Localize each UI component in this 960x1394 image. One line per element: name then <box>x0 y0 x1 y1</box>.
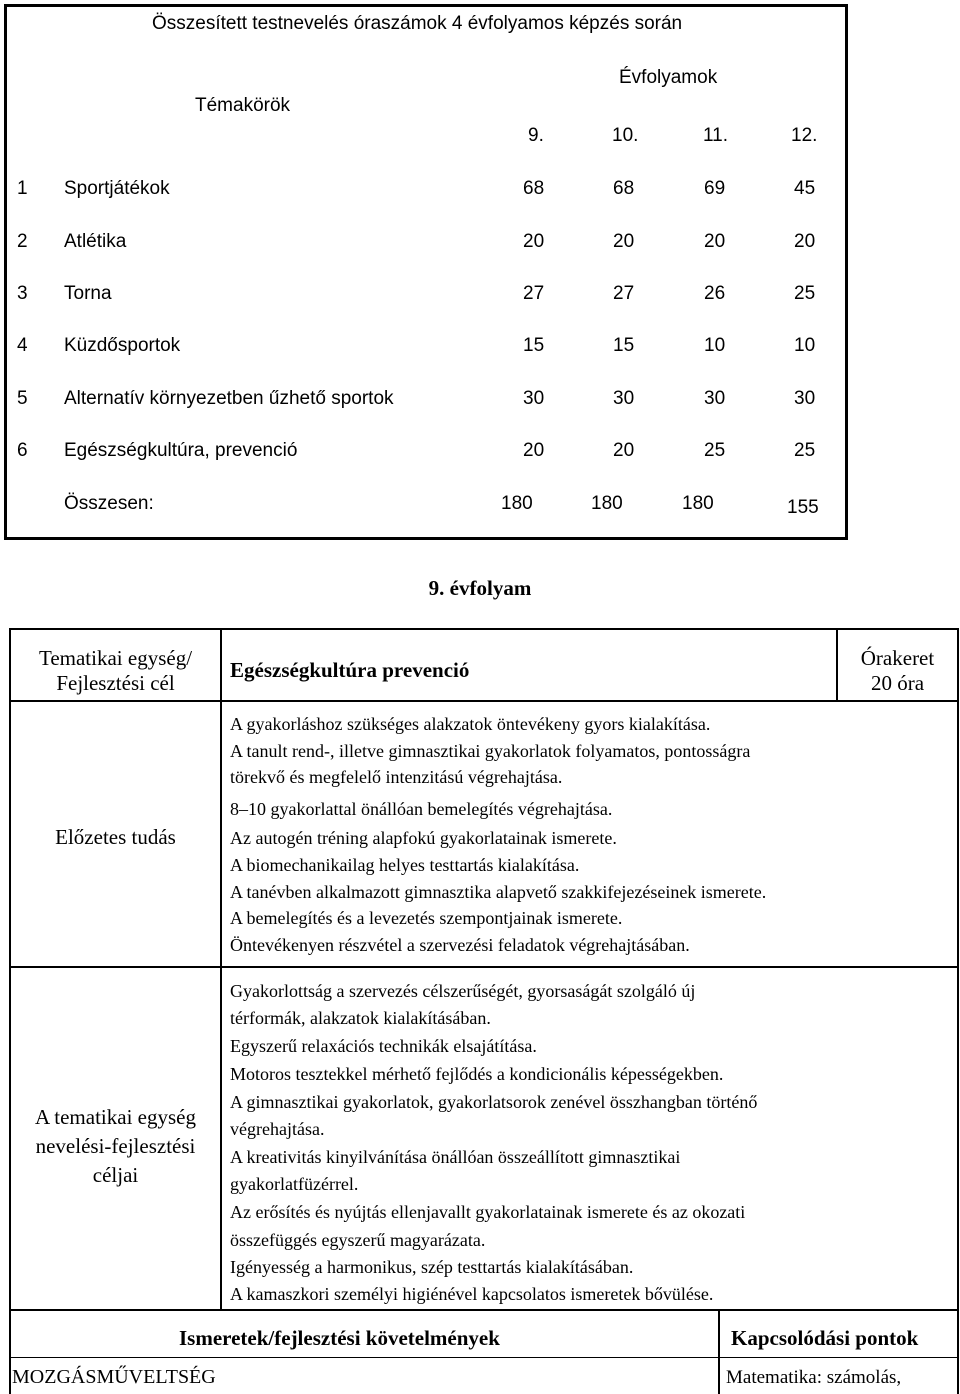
row-value: 20 <box>794 231 816 252</box>
hours-value: 20 óra <box>870 671 925 695</box>
row-number: 2 <box>17 231 28 252</box>
table-border <box>957 628 959 1394</box>
table-border <box>220 628 222 1310</box>
goals-label: A tematikai egység nevelési-fejlesztési céljai <box>35 1105 196 1187</box>
table-border <box>9 628 11 1394</box>
row-number: 5 <box>17 388 28 409</box>
prior-item: A gyakorláshoz szükséges alakzatok öntevékeny gyors kialakítása. <box>230 714 711 734</box>
grade-12-header: 12. <box>791 125 818 146</box>
goal-item: Az erősítés és nyújtás ellenjavallt gyakorlatainak ismerete és az okozati <box>230 1202 746 1222</box>
total-label: Összesen: <box>64 493 154 514</box>
row-topic: Atlétika <box>64 231 127 252</box>
table-border <box>718 1309 720 1394</box>
goal-item: végrehajtása. <box>230 1119 325 1139</box>
prior-item: A tanult rend-, illetve gimnasztikai gyakorlatok folyamatos, pontosságra <box>230 741 751 761</box>
prior-item: A bemelegítés és a levezetés szempontjainak ismerete. <box>230 908 623 928</box>
total-value: 180 <box>591 493 623 514</box>
row-value: 15 <box>613 335 635 356</box>
row-value: 10 <box>704 335 726 356</box>
table-border <box>720 1357 959 1358</box>
prior-item: törekvő és megfelelő intenzitású végrehajtása. <box>230 767 563 787</box>
row-value: 20 <box>523 231 545 252</box>
goal-item: összefüggés egyszerű magyarázata. <box>230 1230 486 1250</box>
connections-first-line: Matematika: számolás, <box>726 1367 902 1388</box>
connections-header: Kapcsolódási pontok <box>731 1326 919 1350</box>
grade-11-header: 11. <box>703 125 729 146</box>
topics-header: Témakörök <box>195 95 291 116</box>
goal-item: Igényesség a harmonikus, szép testtartás kialakításában. <box>230 1257 634 1277</box>
row-value: 30 <box>704 388 726 409</box>
prior-item: 8–10 gyakorlattal önállóan bemelegítés végrehajtása. <box>230 799 613 819</box>
goal-item: gyakorlatfüzérrel. <box>230 1174 359 1194</box>
row-topic: Küzdősportok <box>64 335 181 356</box>
row-value: 27 <box>523 283 545 304</box>
row-value: 20 <box>613 231 635 252</box>
row-value: 68 <box>613 178 635 199</box>
goal-item: Gyakorlottság a szervezés célszerűségét, gyorsaságát szolgáló új <box>230 981 696 1001</box>
grades-header: Évfolyamok <box>619 67 718 88</box>
goal-item: Motoros tesztekkel mérhető fejlődés a kondicionális képességekben. <box>230 1064 724 1084</box>
row-number: 4 <box>17 335 28 356</box>
row-number: 6 <box>17 440 28 461</box>
goal-item: A gimnasztikai gyakorlatok, gyakorlatsorok zenével összhangban történő <box>230 1092 758 1112</box>
row-value: 27 <box>613 283 635 304</box>
requirements-first-line: MOZGÁSMŰVELTSÉG <box>12 1366 216 1388</box>
row-value: 25 <box>794 283 816 304</box>
table-border <box>9 700 959 702</box>
table-border <box>9 966 959 968</box>
table-border <box>9 1357 718 1358</box>
row-value: 25 <box>794 440 816 461</box>
hours-cell <box>838 646 957 696</box>
goal-item: térformák, alakzatok kialakításában. <box>230 1008 491 1028</box>
row-value: 45 <box>794 178 816 199</box>
row-value: 30 <box>523 388 545 409</box>
row-value: 10 <box>794 335 816 356</box>
row-topic: Egészségkultúra, prevenció <box>64 440 298 461</box>
table-border <box>9 1309 959 1311</box>
summary-table-title: Összesített testnevelés óraszámok 4 évfolyamos képzés során <box>152 13 683 34</box>
table-border <box>9 628 959 630</box>
unit-label: Tematikai egység/ Fejlesztési cél <box>38 646 193 695</box>
row-value: 20 <box>523 440 545 461</box>
prior-item: A tanévben alkalmazott gimnasztika alapvető szakkifejezéseinek ismerete. <box>230 882 767 902</box>
prior-knowledge-label: Előzetes tudás <box>55 825 176 849</box>
unit-title: Egészségkultúra prevenció <box>230 658 470 682</box>
row-value: 25 <box>704 440 726 461</box>
requirements-header: Ismeretek/fejlesztési követelmények <box>179 1326 500 1350</box>
prior-item: A biomechanikailag helyes testtartás kialakítása. <box>230 855 580 875</box>
row-number: 1 <box>17 178 28 199</box>
row-topic: Torna <box>64 283 112 304</box>
total-value: 180 <box>682 493 714 514</box>
row-value: 30 <box>613 388 635 409</box>
summary-table <box>4 4 848 540</box>
goal-item: A kreativitás kinyilvánítása önállóan összeállított gimnasztikai <box>230 1147 681 1167</box>
row-topic: Sportjátékok <box>64 178 170 199</box>
grade-heading: 9. évfolyam <box>428 576 532 600</box>
row-number: 3 <box>17 283 28 304</box>
grade-9-header: 9. <box>528 125 544 146</box>
goal-item: A kamaszkori személyi higiénével kapcsolatos ismeretek bővülése. <box>230 1284 714 1304</box>
grade-10-header: 10. <box>612 125 639 146</box>
row-value: 20 <box>613 440 635 461</box>
total-value: 180 <box>501 493 533 514</box>
row-value: 26 <box>704 283 726 304</box>
row-value: 30 <box>794 388 816 409</box>
row-value: 15 <box>523 335 545 356</box>
row-value: 20 <box>704 231 726 252</box>
row-value: 68 <box>523 178 545 199</box>
prior-item: Az autogén tréning alapfokú gyakorlatainak ismerete. <box>230 828 617 848</box>
row-topic: Alternatív környezetben űzhető sportok <box>64 388 394 409</box>
prior-item: Öntevékenyen részvétel a szervezési feladatok végrehajtásában. <box>230 935 690 955</box>
goal-item: Egyszerű relaxációs technikák elsajátítása. <box>230 1036 537 1056</box>
total-value: 155 <box>787 497 819 518</box>
hours-label: Órakeret <box>860 646 935 670</box>
row-value: 69 <box>704 178 726 199</box>
